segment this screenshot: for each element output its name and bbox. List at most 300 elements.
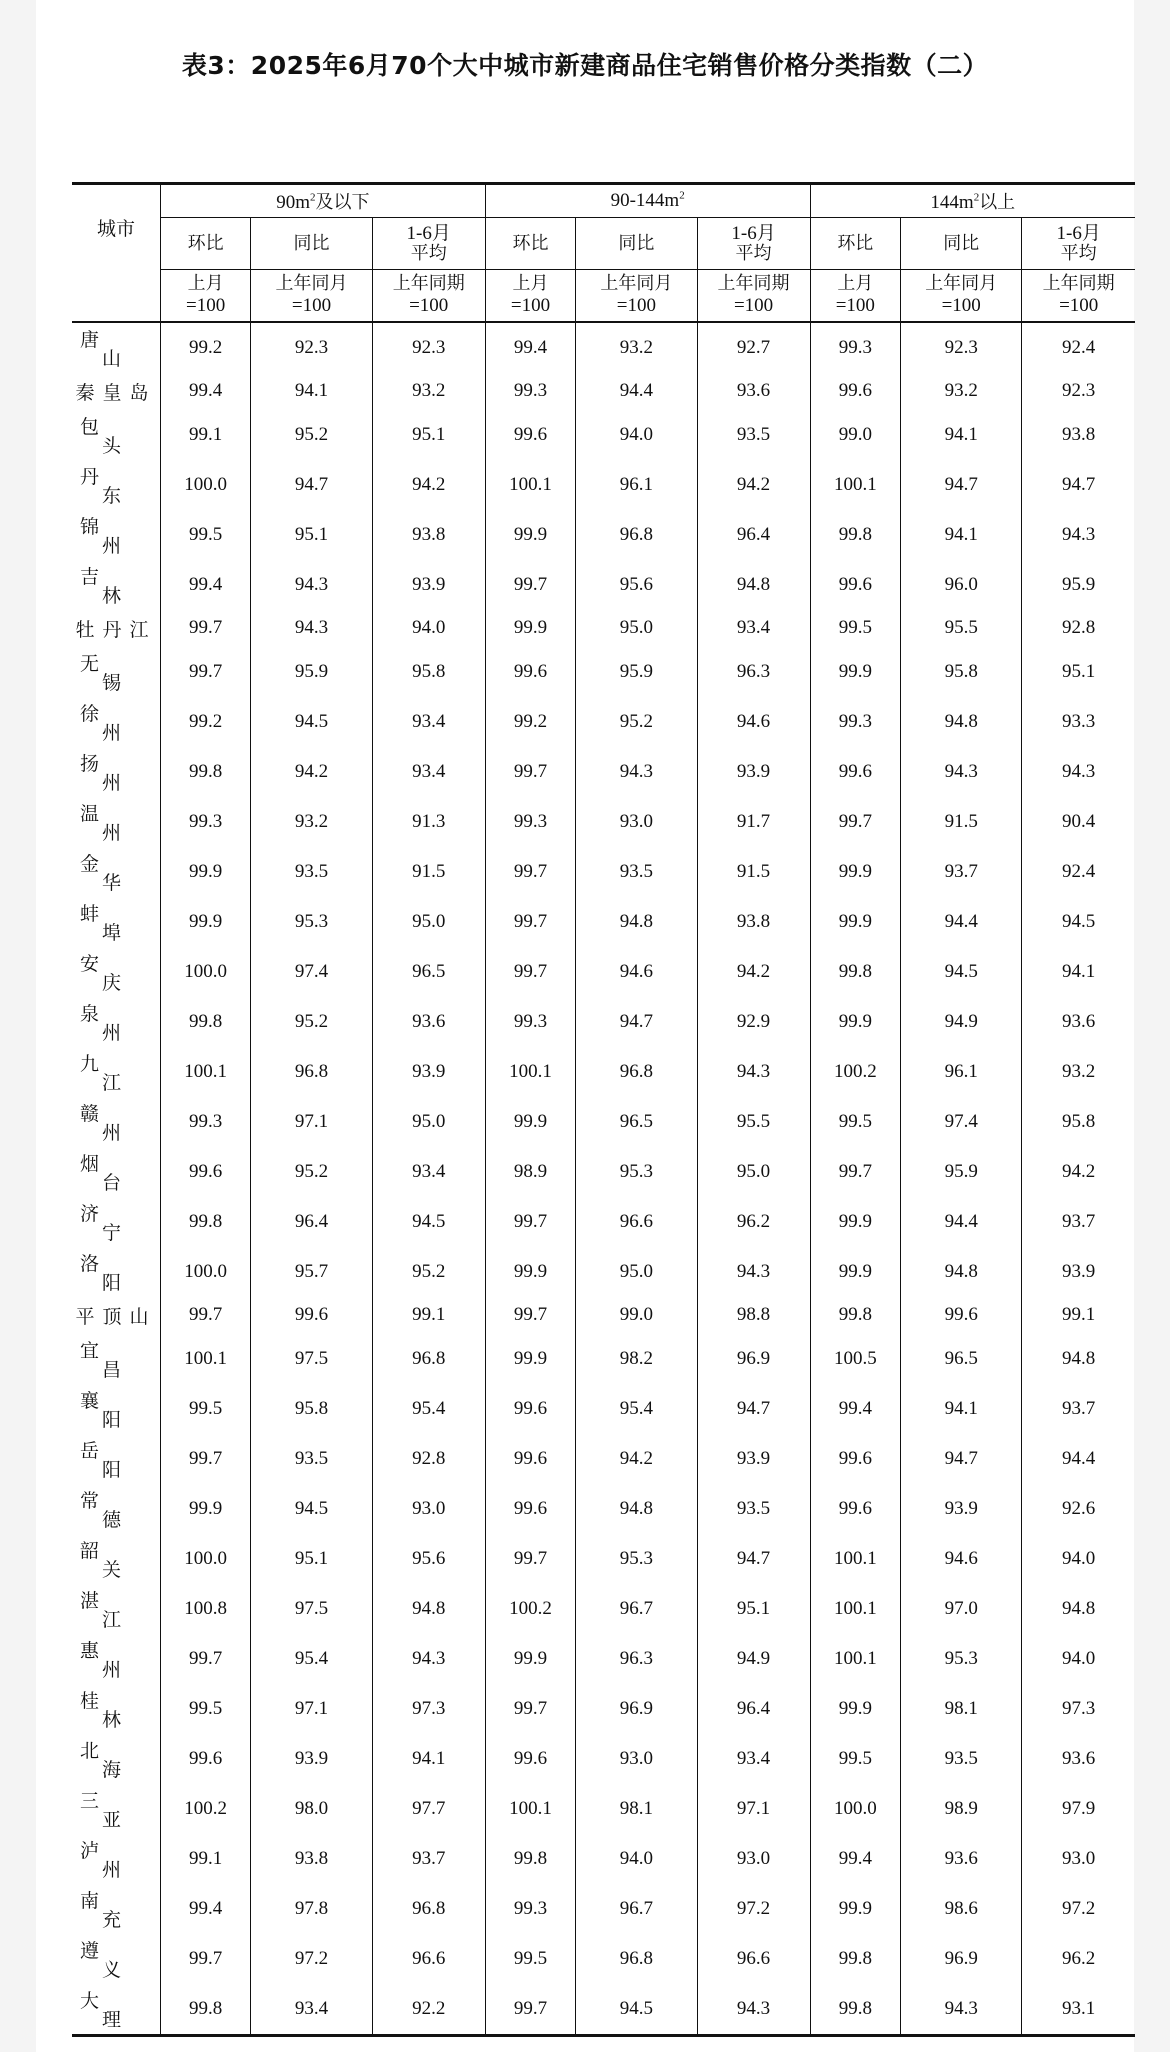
value-cell: 94.0 <box>576 1834 697 1884</box>
city-char: 泸 <box>80 1839 102 1862</box>
table-row <box>72 322 1135 373</box>
value-cell: 93.4 <box>372 697 485 747</box>
value-cell: 96.0 <box>901 560 1022 610</box>
city-cell <box>72 1984 160 2036</box>
city-cell <box>72 1734 160 1784</box>
value-cell: 93.6 <box>697 373 810 410</box>
city-cell <box>72 1584 160 1634</box>
document-page <box>36 0 1134 2052</box>
value-cell: 99.9 <box>810 897 900 947</box>
value-cell: 93.8 <box>251 1834 372 1884</box>
value-cell: 94.4 <box>1022 1434 1135 1484</box>
value-cell: 94.3 <box>697 1247 810 1297</box>
value-cell: 94.3 <box>251 560 372 610</box>
value-cell: 97.9 <box>1022 1784 1135 1834</box>
value-cell: 96.8 <box>576 1934 697 1984</box>
city-char: 赣 <box>80 1102 102 1125</box>
table-row <box>72 997 1135 1047</box>
value-cell: 94.8 <box>576 897 697 947</box>
value-cell: 99.6 <box>485 1734 575 1784</box>
value-cell: 99.7 <box>160 1634 250 1684</box>
value-cell: 99.9 <box>160 1484 250 1534</box>
value-cell: 95.3 <box>576 1147 697 1197</box>
value-cell: 95.4 <box>372 1384 485 1434</box>
table-row <box>72 747 1135 797</box>
city-cell <box>72 1534 160 1584</box>
city-char: 温 <box>80 802 102 825</box>
value-cell: 97.0 <box>901 1584 1022 1634</box>
city-cell <box>72 897 160 947</box>
table-row <box>72 1584 1135 1634</box>
value-cell: 93.9 <box>372 1047 485 1097</box>
table-row <box>72 1297 1135 1334</box>
value-cell: 99.6 <box>485 1384 575 1434</box>
value-cell: 94.1 <box>901 410 1022 460</box>
value-cell: 94.0 <box>1022 1534 1135 1584</box>
city-char: 唐 <box>80 328 102 351</box>
value-cell: 92.3 <box>372 322 485 373</box>
value-cell: 99.7 <box>810 797 900 847</box>
value-cell: 94.3 <box>697 1984 810 2036</box>
city-char: 包 <box>80 415 102 438</box>
city-char: 无 <box>80 652 102 675</box>
base-header-mom: 上月 =100 <box>810 270 900 322</box>
city-char: 阳 <box>102 1271 124 1294</box>
value-cell: 97.4 <box>901 1097 1022 1147</box>
value-cell: 99.7 <box>160 1434 250 1484</box>
value-cell: 99.9 <box>810 997 900 1047</box>
value-cell: 94.5 <box>576 1984 697 2036</box>
table-row <box>72 460 1135 510</box>
type-header-mom: 环比 <box>810 218 900 270</box>
value-cell: 99.7 <box>485 1984 575 2036</box>
city-char: 丹 <box>80 465 102 488</box>
value-cell: 98.1 <box>901 1684 1022 1734</box>
city-char: 三 <box>80 1789 102 1812</box>
value-cell: 100.1 <box>485 460 575 510</box>
value-cell: 95.9 <box>576 647 697 697</box>
value-cell: 99.3 <box>485 373 575 410</box>
value-cell: 93.5 <box>697 1484 810 1534</box>
value-cell: 93.7 <box>372 1834 485 1884</box>
base-header-avg: 上年同期 =100 <box>1022 270 1135 322</box>
value-cell: 99.3 <box>485 797 575 847</box>
value-cell: 94.3 <box>251 610 372 647</box>
table-row <box>72 1434 1135 1484</box>
value-cell: 96.9 <box>901 1934 1022 1984</box>
value-cell: 99.6 <box>485 1484 575 1534</box>
value-cell: 95.1 <box>372 410 485 460</box>
value-cell: 94.4 <box>901 1197 1022 1247</box>
value-cell: 99.2 <box>485 697 575 747</box>
value-cell: 96.2 <box>697 1197 810 1247</box>
value-cell: 94.7 <box>697 1384 810 1434</box>
table-row <box>72 1784 1135 1834</box>
value-cell: 94.2 <box>1022 1147 1135 1197</box>
city-char: 州 <box>102 1021 124 1044</box>
value-cell: 100.2 <box>810 1047 900 1097</box>
value-cell: 93.4 <box>697 1734 810 1784</box>
city-cell <box>72 1934 160 1984</box>
value-cell: 93.0 <box>372 1484 485 1534</box>
value-cell: 99.6 <box>251 1297 372 1334</box>
value-cell: 99.3 <box>160 1097 250 1147</box>
value-cell: 95.6 <box>372 1534 485 1584</box>
city-cell: 平顶山 <box>75 1305 157 1328</box>
value-cell: 96.2 <box>1022 1934 1135 1984</box>
city-char: 阳 <box>102 1408 124 1431</box>
value-cell: 100.1 <box>160 1047 250 1097</box>
table-title: 表3：2025年6月70个大中城市新建商品住宅销售价格分类指数（二） <box>181 51 989 80</box>
value-cell: 94.2 <box>697 947 810 997</box>
table-row <box>72 1984 1135 2036</box>
value-cell: 99.7 <box>485 1534 575 1584</box>
type-header-avg: 1-6月 平均 <box>372 218 485 270</box>
value-cell: 99.7 <box>160 610 250 647</box>
value-cell: 96.8 <box>372 1884 485 1934</box>
value-cell: 94.2 <box>576 1434 697 1484</box>
value-cell: 95.4 <box>251 1634 372 1684</box>
city-char: 庆 <box>102 971 124 994</box>
value-cell: 99.9 <box>485 1097 575 1147</box>
city-cell <box>72 1047 160 1097</box>
city-char: 海 <box>102 1758 124 1781</box>
value-cell: 95.3 <box>251 897 372 947</box>
value-cell: 99.9 <box>160 897 250 947</box>
table-row <box>72 1884 1135 1934</box>
value-cell: 96.8 <box>251 1047 372 1097</box>
table-row <box>72 1197 1135 1247</box>
city-char: 德 <box>102 1508 124 1531</box>
city-char: 宜 <box>80 1339 102 1362</box>
city-cell <box>72 560 160 610</box>
table-row <box>72 1384 1135 1434</box>
city-cell: 秦皇岛 <box>75 381 157 404</box>
value-cell: 100.8 <box>160 1584 250 1634</box>
value-cell: 96.4 <box>697 1684 810 1734</box>
value-cell: 93.6 <box>372 997 485 1047</box>
city-char: 山 <box>102 347 124 370</box>
table-row <box>72 373 1135 410</box>
value-cell: 99.9 <box>485 510 575 560</box>
value-cell: 91.5 <box>372 847 485 897</box>
city-char: 州 <box>102 1121 124 1144</box>
value-cell: 94.3 <box>372 1634 485 1684</box>
value-cell: 92.8 <box>1022 610 1135 647</box>
value-cell: 99.7 <box>810 1147 900 1197</box>
value-cell: 99.8 <box>160 997 250 1047</box>
value-cell: 95.9 <box>1022 560 1135 610</box>
value-cell: 94.9 <box>697 1634 810 1684</box>
city-char: 东 <box>102 484 124 507</box>
city-char: 北 <box>80 1739 102 1762</box>
value-cell: 95.7 <box>251 1247 372 1297</box>
value-cell: 95.5 <box>901 610 1022 647</box>
value-cell: 94.3 <box>1022 747 1135 797</box>
city-char: 泉 <box>80 1002 102 1025</box>
value-cell: 94.1 <box>251 373 372 410</box>
value-cell: 99.8 <box>810 1984 900 2036</box>
value-cell: 93.0 <box>576 1734 697 1784</box>
value-cell: 95.1 <box>1022 647 1135 697</box>
value-cell: 96.4 <box>251 1197 372 1247</box>
type-header-avg: 1-6月 平均 <box>1022 218 1135 270</box>
value-cell: 97.5 <box>251 1584 372 1634</box>
value-cell: 99.6 <box>810 560 900 610</box>
value-cell: 94.4 <box>901 897 1022 947</box>
table-body <box>72 322 1135 2036</box>
city-char: 昌 <box>102 1358 124 1381</box>
city-char: 州 <box>102 721 124 744</box>
base-header-yoy: 上年同月 =100 <box>576 270 697 322</box>
value-cell: 94.1 <box>901 510 1022 560</box>
city-char: 林 <box>102 1708 124 1731</box>
value-cell: 94.7 <box>1022 460 1135 510</box>
value-cell: 93.6 <box>1022 997 1135 1047</box>
value-cell: 93.2 <box>576 322 697 373</box>
value-cell: 99.3 <box>485 997 575 1047</box>
value-cell: 97.3 <box>372 1684 485 1734</box>
value-cell: 97.4 <box>251 947 372 997</box>
city-cell <box>72 1684 160 1734</box>
value-cell: 94.0 <box>1022 1634 1135 1684</box>
city-char: 台 <box>102 1171 124 1194</box>
value-cell: 99.6 <box>810 373 900 410</box>
value-cell: 93.0 <box>576 797 697 847</box>
value-cell: 94.7 <box>697 1534 810 1584</box>
value-cell: 93.5 <box>251 847 372 897</box>
base-header-mom: 上月 =100 <box>485 270 575 322</box>
value-cell: 97.1 <box>697 1784 810 1834</box>
city-char: 遵 <box>80 1939 102 1962</box>
value-cell: 96.6 <box>576 1197 697 1247</box>
value-cell: 100.5 <box>810 1334 900 1384</box>
value-cell: 97.8 <box>251 1884 372 1934</box>
value-cell: 93.7 <box>1022 1384 1135 1434</box>
value-cell: 99.7 <box>485 747 575 797</box>
value-cell: 100.1 <box>485 1047 575 1097</box>
value-cell: 99.6 <box>810 1434 900 1484</box>
value-cell: 99.6 <box>485 647 575 697</box>
value-cell: 99.6 <box>485 1434 575 1484</box>
value-cell: 100.0 <box>810 1784 900 1834</box>
value-cell: 99.1 <box>160 1834 250 1884</box>
value-cell: 94.3 <box>576 747 697 797</box>
value-cell: 95.3 <box>901 1634 1022 1684</box>
table-row <box>72 1834 1135 1884</box>
city-char: 蚌 <box>80 902 102 925</box>
group-header-90-144: $90-144m^2$ <box>485 184 810 218</box>
value-cell: 99.7 <box>485 847 575 897</box>
value-cell: 94.8 <box>697 560 810 610</box>
city-cell <box>72 1247 160 1297</box>
city-char: 九 <box>80 1052 102 1075</box>
value-cell: 93.0 <box>697 1834 810 1884</box>
value-cell: 96.8 <box>576 510 697 560</box>
value-cell: 100.1 <box>810 460 900 510</box>
value-cell: 99.6 <box>485 410 575 460</box>
value-cell: 100.0 <box>160 460 250 510</box>
value-cell: 95.3 <box>576 1534 697 1584</box>
city-char: 州 <box>102 1658 124 1681</box>
price-index-table <box>72 182 1135 2037</box>
value-cell: 97.5 <box>251 1334 372 1384</box>
value-cell: 93.5 <box>251 1434 372 1484</box>
value-cell: 94.1 <box>901 1384 1022 1434</box>
value-cell: 96.5 <box>576 1097 697 1147</box>
value-cell: 99.7 <box>485 560 575 610</box>
city-char: 岳 <box>80 1439 102 1462</box>
city-header-spacer <box>72 270 160 322</box>
value-cell: 99.7 <box>485 1684 575 1734</box>
city-char: 阳 <box>102 1458 124 1481</box>
type-header-mom: 环比 <box>485 218 575 270</box>
table-row <box>72 1634 1135 1684</box>
value-cell: 97.1 <box>251 1684 372 1734</box>
value-cell: 99.3 <box>810 697 900 747</box>
value-cell: 93.9 <box>901 1484 1022 1534</box>
value-cell: 97.2 <box>251 1934 372 1984</box>
value-cell: 100.0 <box>160 1534 250 1584</box>
value-cell: 100.1 <box>485 1784 575 1834</box>
value-cell: 99.4 <box>160 373 250 410</box>
type-header-yoy: 同比 <box>251 218 372 270</box>
value-cell: 96.4 <box>697 510 810 560</box>
value-cell: 99.2 <box>160 322 250 373</box>
type-header-mom: 环比 <box>160 218 250 270</box>
value-cell: 99.5 <box>160 1384 250 1434</box>
value-cell: 93.2 <box>251 797 372 847</box>
value-cell: 93.6 <box>901 1834 1022 1884</box>
value-cell: 96.3 <box>697 647 810 697</box>
value-cell: 93.9 <box>1022 1247 1135 1297</box>
city-cell <box>72 1834 160 1884</box>
value-cell: 94.4 <box>576 373 697 410</box>
city-char: 华 <box>102 871 124 894</box>
value-cell: 99.3 <box>810 322 900 373</box>
city-char: 林 <box>102 584 124 607</box>
value-cell: 95.6 <box>576 560 697 610</box>
value-cell: 99.5 <box>810 1097 900 1147</box>
group-header-under-90: $90m^2$及以下 <box>160 184 485 218</box>
value-cell: 93.9 <box>697 1434 810 1484</box>
group-header-over-144: $144m^2$以上 <box>810 184 1135 218</box>
city-cell <box>72 322 160 373</box>
value-cell: 94.2 <box>697 460 810 510</box>
table-row <box>72 1334 1135 1384</box>
city-cell <box>72 997 160 1047</box>
value-cell: 96.3 <box>576 1634 697 1684</box>
base-header-yoy: 上年同月 =100 <box>901 270 1022 322</box>
value-cell: 95.0 <box>576 610 697 647</box>
value-cell: 94.6 <box>697 697 810 747</box>
value-cell: 99.9 <box>810 1684 900 1734</box>
value-cell: 99.7 <box>485 1197 575 1247</box>
value-cell: 94.9 <box>901 997 1022 1047</box>
value-cell: 100.2 <box>160 1784 250 1834</box>
city-cell <box>72 797 160 847</box>
value-cell: 93.2 <box>372 373 485 410</box>
value-cell: 99.6 <box>160 1734 250 1784</box>
table-row <box>72 847 1135 897</box>
value-cell: 99.9 <box>485 610 575 647</box>
value-cell: 99.8 <box>485 1834 575 1884</box>
value-cell: 95.1 <box>697 1584 810 1634</box>
value-cell: 99.9 <box>810 1884 900 1934</box>
value-cell: 93.5 <box>697 410 810 460</box>
city-char: 徐 <box>80 702 102 725</box>
value-cell: 93.8 <box>697 897 810 947</box>
value-cell: 96.7 <box>576 1584 697 1634</box>
value-cell: 92.3 <box>251 322 372 373</box>
table-row <box>72 1247 1135 1297</box>
value-cell: 91.5 <box>697 847 810 897</box>
value-cell: 94.5 <box>251 1484 372 1534</box>
value-cell: 95.2 <box>576 697 697 747</box>
value-cell: 99.6 <box>810 1484 900 1534</box>
value-cell: 100.1 <box>160 1334 250 1384</box>
value-cell: 99.7 <box>485 1297 575 1334</box>
value-cell: 99.0 <box>576 1297 697 1334</box>
value-cell: 99.9 <box>485 1247 575 1297</box>
value-cell: 94.8 <box>901 697 1022 747</box>
value-cell: 95.8 <box>1022 1097 1135 1147</box>
value-cell: 95.5 <box>697 1097 810 1147</box>
base-header-mom: 上月 =100 <box>160 270 250 322</box>
city-char: 吉 <box>80 565 102 588</box>
value-cell: 99.7 <box>160 1297 250 1334</box>
value-cell: 93.3 <box>1022 697 1135 747</box>
value-cell: 92.9 <box>697 997 810 1047</box>
table-row <box>72 947 1135 997</box>
value-cell: 99.8 <box>810 947 900 997</box>
value-cell: 94.6 <box>901 1534 1022 1584</box>
city-char: 惠 <box>80 1639 102 1662</box>
value-cell: 99.9 <box>810 1197 900 1247</box>
value-cell: 93.9 <box>372 560 485 610</box>
value-cell: 95.1 <box>251 510 372 560</box>
value-cell: 94.7 <box>251 460 372 510</box>
city-cell <box>72 460 160 510</box>
value-cell: 95.8 <box>251 1384 372 1434</box>
value-cell: 92.4 <box>1022 322 1135 373</box>
value-cell: 97.1 <box>251 1097 372 1147</box>
city-cell <box>72 847 160 897</box>
city-cell <box>72 1784 160 1834</box>
value-cell: 95.8 <box>901 647 1022 697</box>
value-cell: 92.4 <box>1022 847 1135 897</box>
value-cell: 99.3 <box>160 797 250 847</box>
type-header-yoy: 同比 <box>576 218 697 270</box>
header-base-row <box>72 270 1135 322</box>
city-char: 襄 <box>80 1389 102 1412</box>
value-cell: 94.3 <box>901 1984 1022 2036</box>
value-cell: 92.8 <box>372 1434 485 1484</box>
value-cell: 94.7 <box>901 460 1022 510</box>
value-cell: 95.9 <box>251 647 372 697</box>
value-cell: 99.4 <box>810 1834 900 1884</box>
value-cell: 94.5 <box>1022 897 1135 947</box>
city-char: 大 <box>80 1989 102 2012</box>
value-cell: 94.8 <box>372 1584 485 1634</box>
value-cell: 99.5 <box>810 1734 900 1784</box>
value-cell: 95.8 <box>372 647 485 697</box>
value-cell: 96.6 <box>697 1934 810 1984</box>
value-cell: 99.5 <box>160 510 250 560</box>
table-row <box>72 797 1135 847</box>
value-cell: 94.5 <box>251 697 372 747</box>
value-cell: 99.9 <box>810 847 900 897</box>
